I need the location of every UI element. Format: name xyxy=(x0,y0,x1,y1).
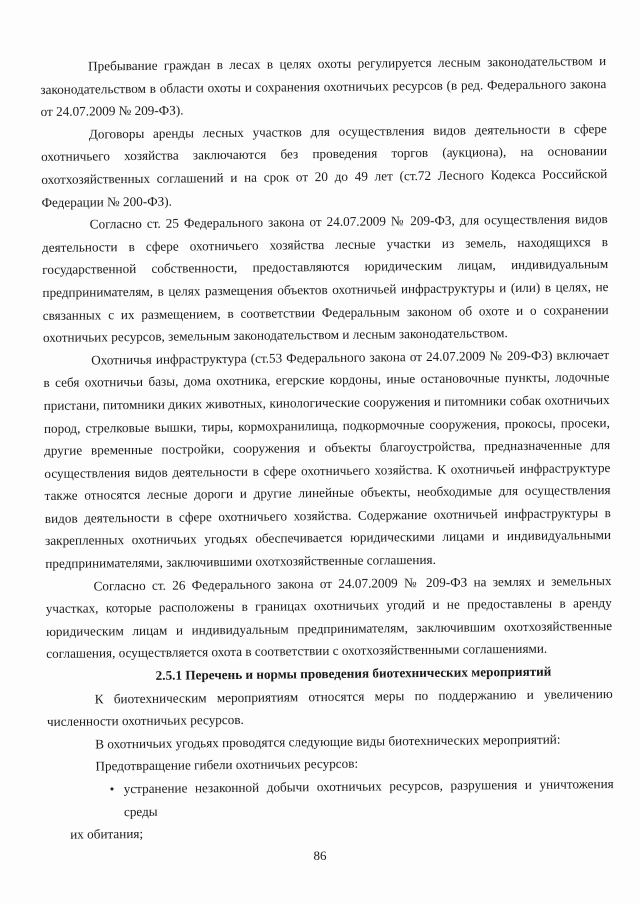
paragraph-6: К биотехническим мероприятиям относятся меры по поддержанию и увеличению численности охотничьих ресурсов. xyxy=(46,685,613,730)
bullet-text-line2: их обитания; xyxy=(70,826,144,842)
bullet-icon: • xyxy=(109,781,115,797)
paragraph-7: В охотничьих угодьях проводятся следующие виды биотехнических мероприятий: xyxy=(95,731,561,752)
paragraph-4: Охотничья инфраструктура (ст.53 Федерального закона от 24.07.2009 № 209-ФЗ) включает в себя охотничьи базы, дома охотника, егерские кордоны, иные остановочные пункты, лодочные пристани, питомники диких животных, кинологические сооружения и питомники собак охотничьих пород, стрелковые вышки, тиры, кормохранилища, подкормочные сооружения, прокосы, просеки, другие временные постройки, сооружения и объекты благоустройства, предназначенные для осуществления видов деятельности в сфере охотничьего хозяйства. К охотничьей инфраструктуре также относятся лесные дороги и другие линейные объекты, необходимые для осуществления видов деятельности в сфере охотничьего хозяйства. Содержание охотничьей инфраструктуры в закрепленных охотничьих угодьях обеспечивается юридическими лицами и индивидуальными предпринимателями, заключившими охотхозяйственные соглашения. xyxy=(43,346,612,572)
paragraph-5: Согласно ст. 26 Федерального закона от 24.07.2009 № 209-ФЗ на землях и земельных участках, которые расположены в границах охотничьих угодий и не предоставлены в аренду юридическим лицам и индивидуальным предпринимателям, заключившим охотхозяйственные соглашения, осуществляется охота в соответствии с охотхозяйственными соглашениями. xyxy=(45,572,613,662)
bullet-text-line1: устранение незаконной добычи охотничьих ресурсов, разрушения и уничтожения среды xyxy=(123,776,614,819)
section-heading: 2.5.1 Перечень и нормы проведения биотехнических мероприятий xyxy=(155,663,552,683)
bullet-item xyxy=(48,773,615,847)
paragraph-1: Пребывание граждан в лесах в целях охоты регулируется лесным законодательством и законодательством в области охоты и сохранения охотничьих ресурсов (в ред. Федерального закона от 24.07.2009 № 209-ФЗ). xyxy=(40,53,607,120)
document-body xyxy=(40,50,614,847)
paragraph-3: Согласно ст. 25 Федерального закона от 24.07.2009 № 209-ФЗ, для осуществления видов деятельности в сфере охотничьего хозяйства лесные участки из земель, находящихся в государственной собственности, предоставляются юридическим лицам, индивидуальным предпринимателям, в целях размещения объектов охотничьей инфраструктуры и (или) в целях, не связанных с их размещением, в соответствии Федеральным законом об охоте и о сохранении охотничьих ресурсов, земельным законодательством и лесным законодательством. xyxy=(41,211,609,346)
paragraph-2: Договоры аренды лесных участков для осуществления видов деятельности в сфере охотничьего хозяйства заключаются без проведения торгов (аукциона), на основании охотхозяйственных соглашений и на срок от 20 до 49 лет (ст.72 Лесного Кодекса Российской Федерации № 200-ФЗ). xyxy=(40,120,608,210)
page-number: 86 xyxy=(313,848,327,863)
paragraph-8: Предотвращение гибели охотничьих ресурсов: xyxy=(95,756,359,774)
